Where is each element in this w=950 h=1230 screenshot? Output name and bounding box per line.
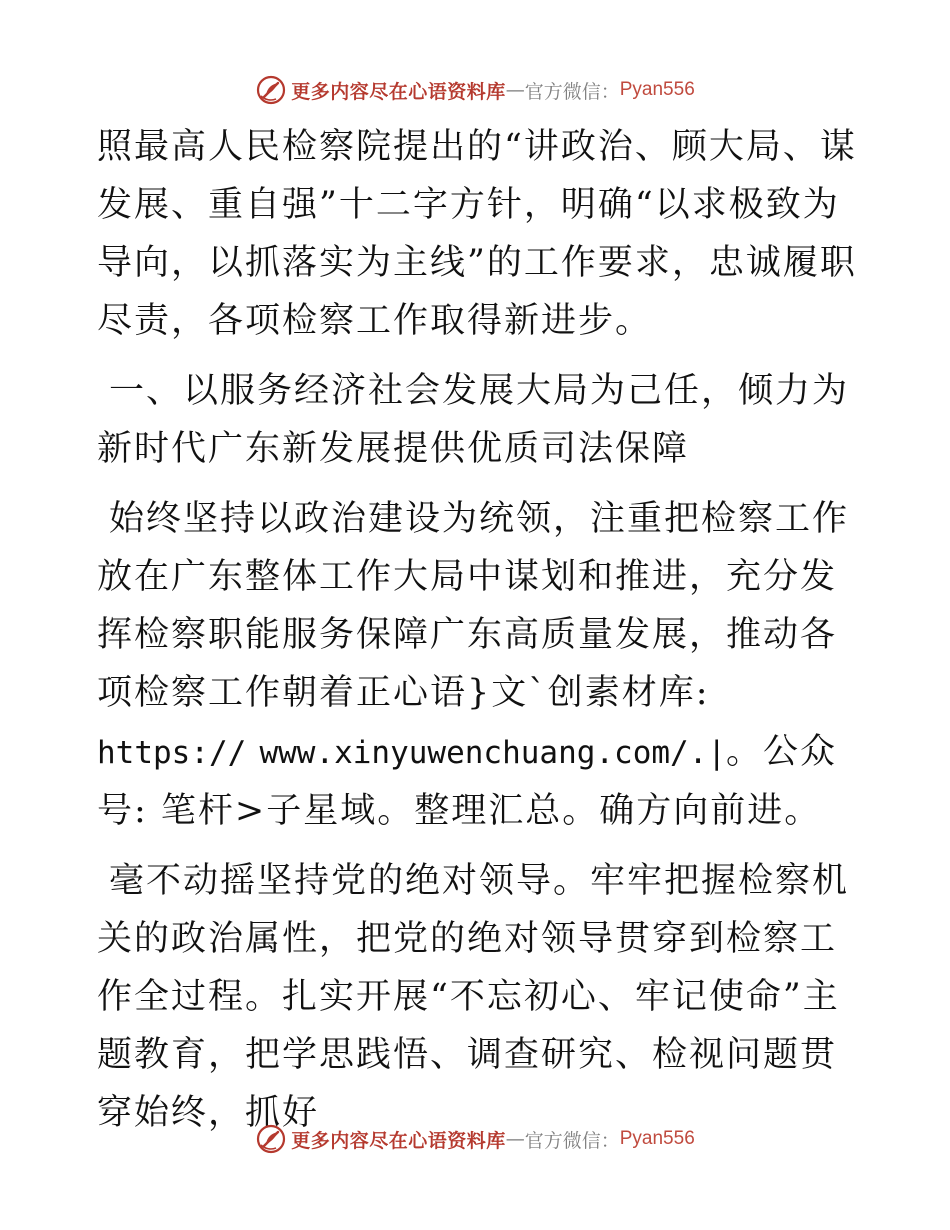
- watermark-official: 官方微信：: [524, 80, 620, 103]
- quill-logo-icon: [255, 74, 287, 106]
- watermark-url-part: https://: [97, 735, 247, 771]
- watermark-account: Pyan556: [619, 79, 695, 100]
- watermark-official: 官方微信：: [524, 1129, 620, 1152]
- quill-logo-icon: [255, 1123, 287, 1155]
- section-heading: 一、以服务经济社会发展大局为己任，倾力为新时代广东新发展提供优质司法保障: [97, 371, 850, 469]
- watermark-dash: —: [505, 79, 525, 101]
- paragraph-intro: 照最高人民检察院提出的“讲政治、顾大局、谋发展、重自强”十二字方针，明确“以求极致为导向，以抓落实为主线”的工作要求，忠诚履职尽责，各项检察工作取得新进步。: [97, 127, 857, 341]
- watermark-account: Pyan556: [619, 1128, 695, 1149]
- document-body: [97, 118, 857, 1154]
- watermark-dash: —: [505, 1128, 525, 1150]
- paragraph-text: 始终坚持以政治建设为统领，注重把检察工作放在广东整体工作大局中谋划和推进，充分发挥检察职能服务保障广东高质量发展，推动各项检察工作朝着正心语}文`创素材库:: [97, 499, 850, 713]
- paragraph-party-leadership: 毫不动摇坚持党的绝对领导。牢牢把握检察机关的政治属性，把党的绝对领导贯穿到检察工作全过程。扎实开展“不忘初心、牢记使命”主题教育，把学思践悟、调查研究、检视问题贯穿始终，抓好: [97, 861, 850, 1133]
- watermark-url: www.xinyuwenchuang.com/.|: [259, 735, 727, 771]
- paragraph-political-building: [97, 490, 857, 840]
- watermark-banner-top: [0, 72, 950, 108]
- watermark-brand: 更多内容尽在心语资料库: [291, 1129, 506, 1152]
- paragraph-text-tail: 。公众号: 笔杆>子星域。整理汇总。确方向前进。: [97, 732, 838, 831]
- watermark-brand: 更多内容尽在心语资料库: [291, 80, 506, 103]
- watermark-banner-bottom: [0, 1121, 950, 1157]
